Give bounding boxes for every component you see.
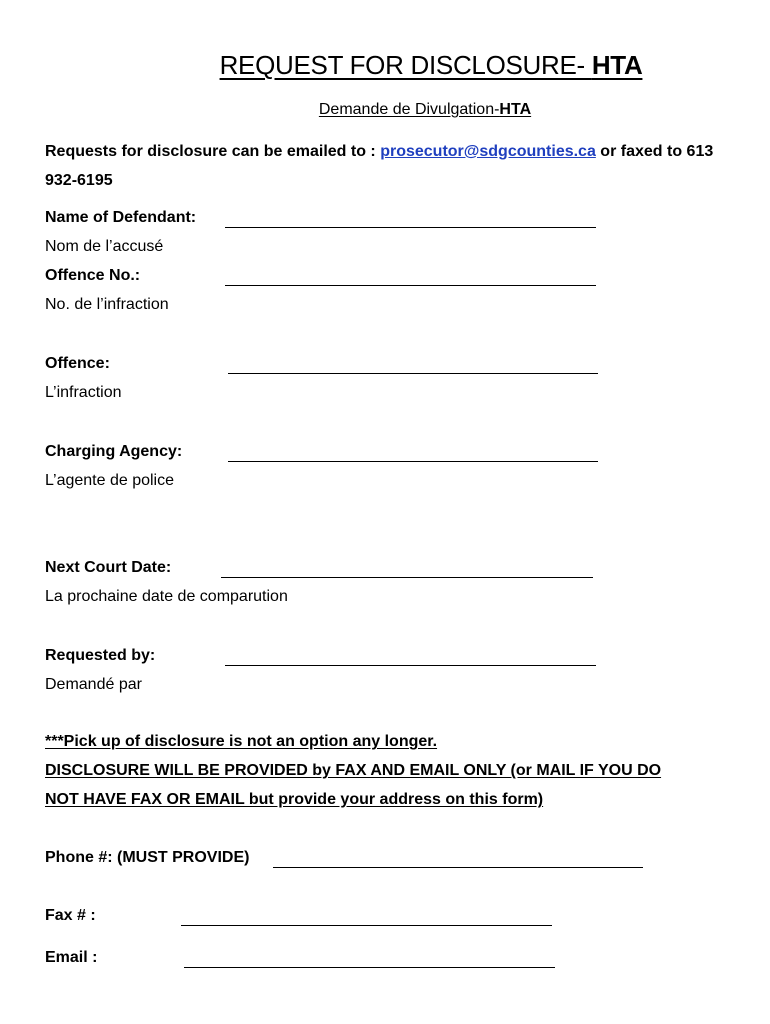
delivery-notice-line2: NOT HAVE FAX OR EMAIL but provide your address on this form)	[45, 791, 544, 808]
offence-label: Offence:	[45, 355, 110, 372]
form-subtitle-text: Demande de Divulgation-	[318, 101, 500, 118]
intro-text-after: or faxed to 613 932-6195	[45, 143, 714, 189]
prosecutor-email-link[interactable]: prosecutor@sdgcounties.ca	[380, 143, 596, 160]
phone-field[interactable]	[273, 867, 643, 868]
offence-no-label: Offence No.:	[45, 267, 141, 284]
form-subtitle	[0, 101, 770, 119]
requested-by-field[interactable]	[225, 665, 596, 666]
offence-label-french: L’infraction	[45, 384, 122, 401]
fax-label: Fax # :	[45, 907, 96, 924]
offence-no-label-french: No. de l’infraction	[45, 296, 169, 313]
court-date-label-french: La prochaine date de comparution	[45, 588, 288, 605]
defendant-label: Name of Defendant:	[45, 209, 197, 226]
requested-by-label: Requested by:	[45, 647, 156, 664]
charging-agency-label-french: L’agente de police	[45, 472, 174, 489]
email-label: Email :	[45, 949, 98, 966]
fax-field[interactable]	[181, 925, 552, 926]
offence-no-field[interactable]	[225, 285, 596, 286]
form-subtitle-bold: HTA	[499, 101, 532, 118]
intro-paragraph	[45, 137, 735, 195]
intro-text-before: Requests for disclosure can be emailed to :	[45, 143, 381, 160]
form-title-bold: HTA	[591, 50, 643, 80]
court-date-field[interactable]	[221, 577, 593, 578]
form-title	[0, 50, 770, 81]
defendant-field[interactable]	[225, 227, 596, 228]
email-field[interactable]	[184, 967, 555, 968]
offence-field[interactable]	[228, 373, 598, 374]
charging-agency-field[interactable]	[228, 461, 598, 462]
phone-label: Phone #: (MUST PROVIDE)	[45, 849, 250, 866]
form-title-text: REQUEST FOR DISCLOSURE-	[219, 50, 592, 80]
pickup-notice: ***Pick up of disclosure is not an option any longer.	[45, 733, 438, 750]
charging-agency-label: Charging Agency:	[45, 443, 183, 460]
court-date-label: Next Court Date:	[45, 559, 172, 576]
defendant-label-french: Nom de l’accusé	[45, 238, 164, 255]
requested-by-label-french: Demandé par	[45, 676, 142, 693]
delivery-notice-line1: DISCLOSURE WILL BE PROVIDED by FAX AND EMAIL ONLY (or MAIL IF YOU DO	[45, 762, 662, 779]
